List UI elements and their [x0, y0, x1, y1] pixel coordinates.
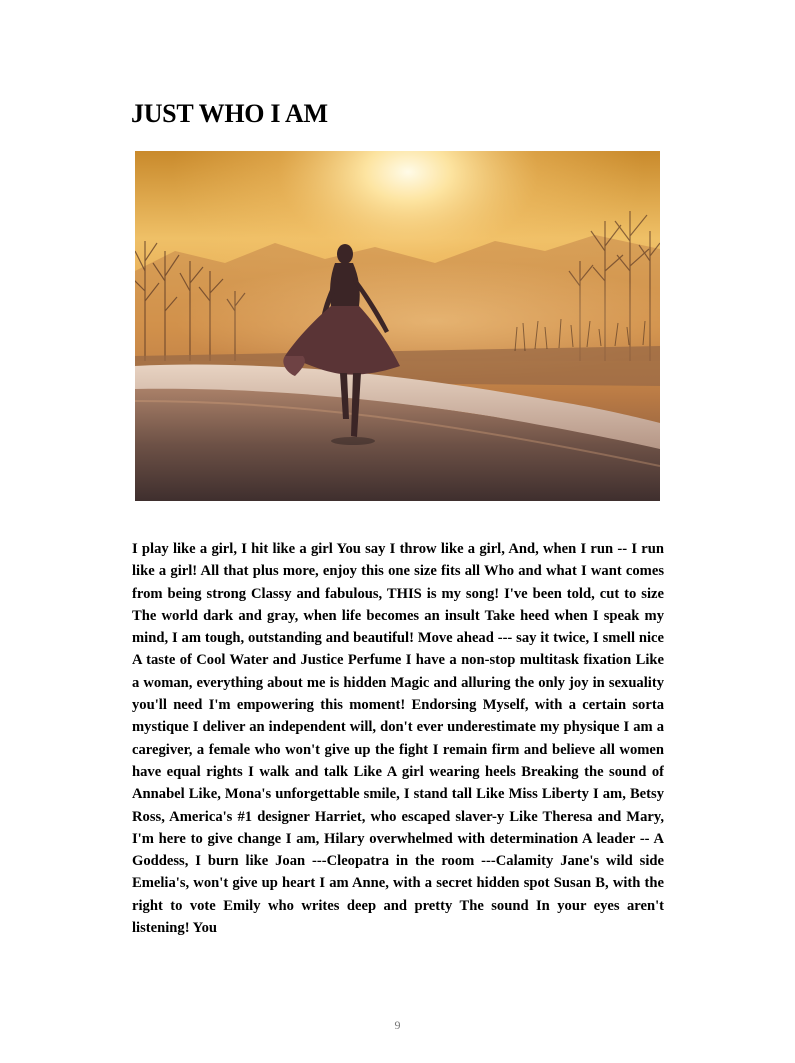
sunset-photo [135, 151, 660, 501]
page-number: 9 [394, 1018, 401, 1032]
poem-text: I play like a girl, I hit like a girl You say I throw like a girl, And, when I run -- I run like a girl! All that plus more, enjoy this one size fits all Who and what I want comes from being strong Classy and fabulous, THIS is my song! I've been told, cut to size The world dark and gray, when life becomes an insult Take heed when I speak my mind, I am tough, outstanding and beautiful! Move ahead --- say it twice, I smell nice A taste of Cool Water and Justice Perfume I have a non-stop multitask fixation Like a woman, everything about me is hidden Magic and alluring the only joy in sexuality you'll need I'm empowering this moment! Endorsing Myself, with a certain sorta mystique I deliver an independent will, don't ever underestimate my physique I am a caregiver, a female who won't give up the fight I remain firm and believe all women have equal rights I walk and talk Like A girl wearing heels Breaking the sound of Annabel Like, Mona's unforgettable smile, I stand tall Like Miss Liberty I am, Betsy Ross, America's #1 designer Harriet, who escaped slaver-y Like Theresa and Mary, I'm here to give change I am, Hilary overwhelmed with determination A leader -- A Goddess, I burn like Joan ---Cleopatra in the room ---Calamity Jane's wild side Emelia's, won't give up heart I am Anne, with a secret hidden spot Susan B, with the right to vote Emily who writes deep and pretty The sound In your eyes aren't listening! You [132, 541, 664, 937]
page-title: JUST WHO I AM [131, 99, 328, 128]
